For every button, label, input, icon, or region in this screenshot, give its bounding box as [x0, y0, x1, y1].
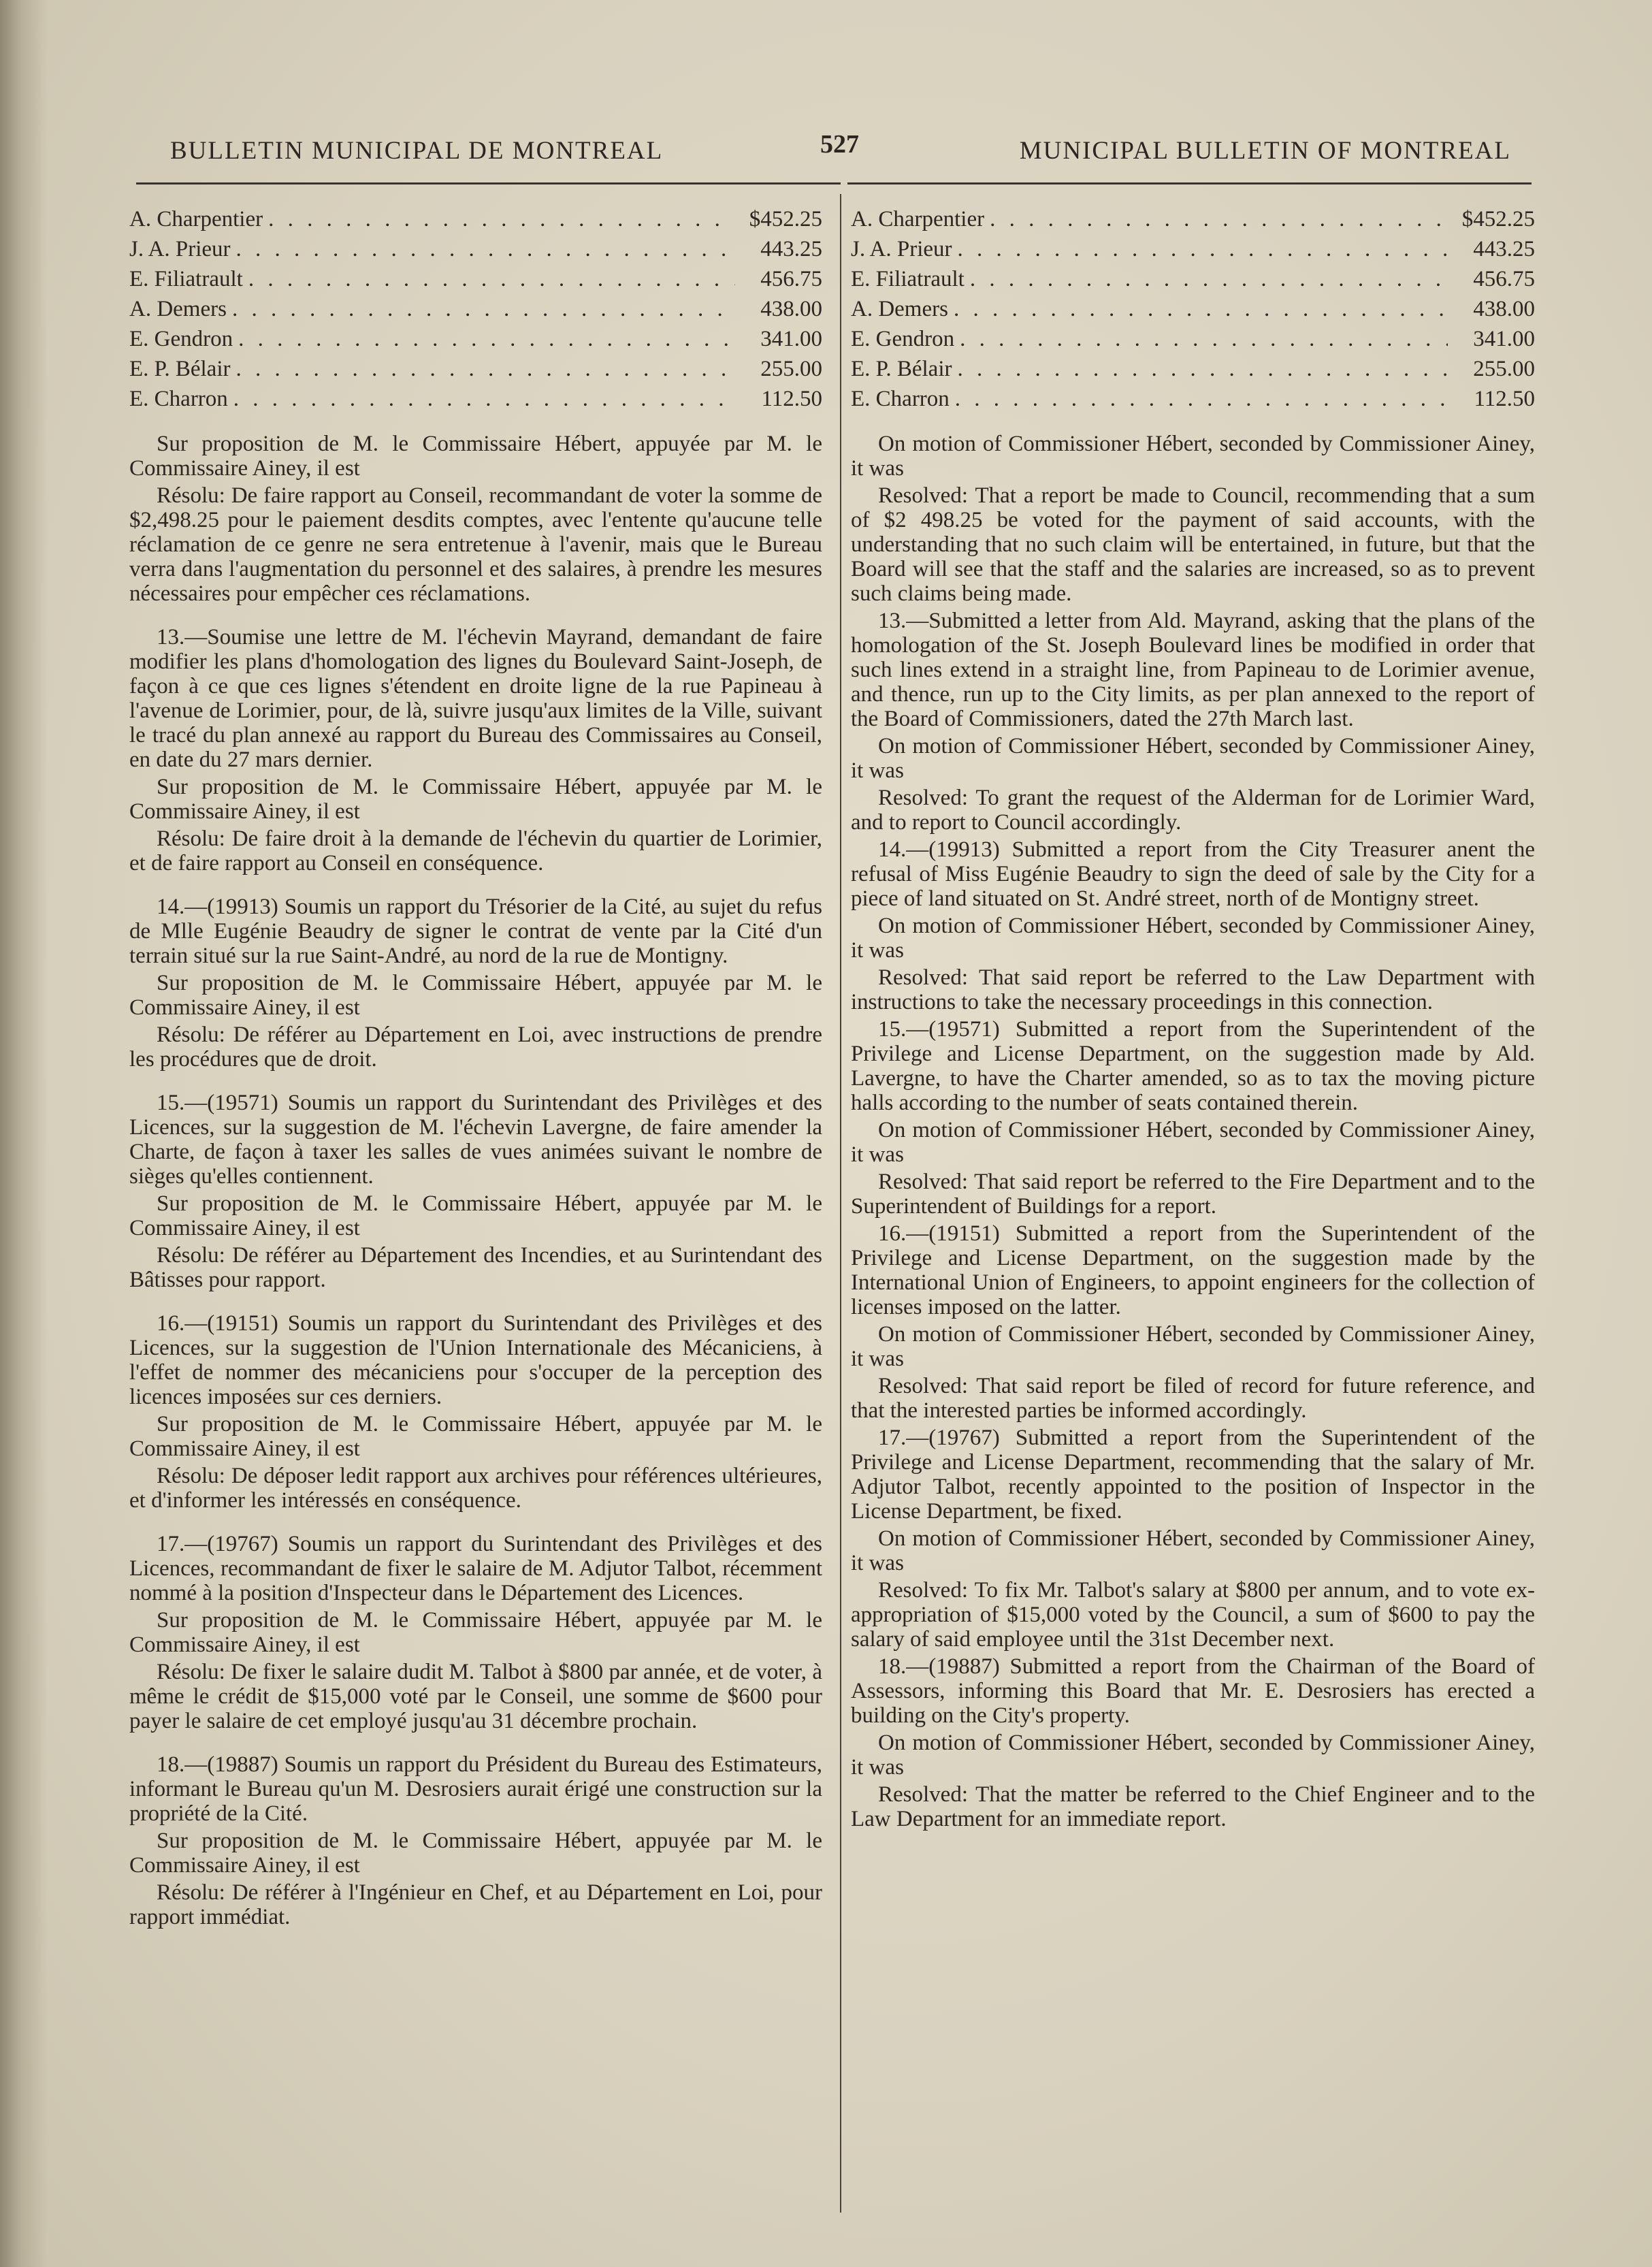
account-name: A. Charpentier — [851, 207, 985, 231]
account-amount: 438.00 — [760, 297, 822, 321]
dot-leader — [268, 204, 735, 234]
paragraph-en: Resolved: To grant the request of the Alderman for de Lorimier Ward, and to report to Council accordingly. — [851, 786, 1535, 835]
paragraph-en: On motion of Commissioner Hébert, seconded by Commissioner Ainey, it was — [851, 1526, 1535, 1575]
paragraph-fr: Sur proposition de M. le Commissaire Hébert, appuyée par M. le Commissaire Ainey, il est — [129, 775, 822, 824]
paragraph-fr: 13.—Soumise une lettre de M. l'échevin Mayrand, demandant de faire modifier les plans d'homologation des lignes du Boulevard Saint-Joseph, de façon à ce que ces lignes s'étendent en droite ligne de la rue Papineau à l'avenue de Lorimier, pour, de là, suivre jusqu'aux limites de la Ville, suivant le tracé du plan annexé au rapport du Bureau des Commissaires au Conseil, en date du 27 mars dernier. — [129, 625, 822, 772]
account-amount: 456.75 — [760, 267, 822, 291]
account-name: E. Gendron — [129, 327, 233, 351]
paragraphs-en — [851, 432, 1535, 1831]
dot-leader — [236, 354, 735, 384]
paragraph-en: 18.—(19887) Submitted a report from the Chairman of the Board of Assessors, informing this Board that Mr. E. Desrosiers has erected a building on the City's property. — [851, 1654, 1535, 1728]
paragraph-en: 17.—(19767) Submitted a report from the Superintendent of the Privilege and License Department, recommending that the salary of Mr. Adjutor Talbot, recently appointed to the position of Inspector in the License Department, be fixed. — [851, 1426, 1535, 1524]
paragraph-fr: Résolu: De faire rapport au Conseil, recommandant de voter la somme de $2,498.25 pour le paiement desdits comptes, avec l'entente qu'aucune telle réclamation de ce genre ne sera entretenue à l'avenir, mais que le Bureau verra dans l'augmentation du personnel et des salaires, à prendre les mesures nécessaires pour empêcher ces réclamations. — [129, 483, 822, 606]
account-name: E. Charron — [129, 387, 228, 411]
paragraph-en: 16.—(19151) Submitted a report from the Superintendent of the Privilege and License Department, on the suggestion made by the International Union of Engineers, to appoint engineers for the collection of licenses imposed on the latter. — [851, 1221, 1535, 1319]
paragraph-fr: Sur proposition de M. le Commissaire Hébert, appuyée par M. le Commissaire Ainey, il est — [129, 1829, 822, 1878]
paragraph-fr: Résolu: De faire droit à la demande de l'échevin du quartier de Lorimier, et de faire rapport au Conseil en conséquence. — [129, 826, 822, 875]
account-amount: 112.50 — [1474, 387, 1535, 411]
paragraph-fr: Résolu: De fixer le salaire dudit M. Talbot à $800 par année, et de voter, à même le crédit de $15,000 voté par le Conseil, une somme de $600 pour payer le salaire de cet employé jusqu'au 31 décembre prochain. — [129, 1660, 822, 1733]
dot-leader — [957, 354, 1448, 384]
paragraph-fr: Résolu: De référer au Département en Loi, avec instructions de prendre les procédures que de droit. — [129, 1023, 822, 1072]
account-row-fr — [129, 294, 822, 324]
account-row-en — [851, 324, 1535, 354]
paragraph-en: On motion of Commissioner Hébert, seconded by Commissioner Ainey, it was — [851, 734, 1535, 783]
account-amount: 255.00 — [760, 357, 822, 381]
account-name: A. Charpentier — [129, 207, 263, 231]
paragraph-fr: 14.—(19913) Soumis un rapport du Trésorier de la Cité, au sujet du refus de Mlle Eugénie Beaudry de signer le contrat de vente par la Cité d'un terrain situé sur la rue Saint-André, au nord de la rue de Montigny. — [129, 895, 822, 968]
account-amount: 255.00 — [1473, 357, 1535, 381]
account-amount: 438.00 — [1473, 297, 1535, 321]
paragraph-fr: Sur proposition de M. le Commissaire Hébert, appuyée par M. le Commissaire Ainey, il est — [129, 1412, 822, 1461]
account-amount: $452.25 — [1461, 207, 1535, 231]
account-name: E. Charron — [851, 387, 950, 411]
paragraph-fr: Sur proposition de M. le Commissaire Hébert, appuyée par M. le Commissaire Ainey, il est — [129, 1191, 822, 1240]
dot-leader — [233, 384, 735, 414]
paragraph-fr: Sur proposition de M. le Commissaire Hébert, appuyée par M. le Commissaire Ainey, il est — [129, 1608, 822, 1657]
account-amount: $452.25 — [749, 207, 822, 231]
paragraph-en: On motion of Commissioner Hébert, seconded by Commissioner Ainey, it was — [851, 1118, 1535, 1167]
account-row-en — [851, 294, 1535, 324]
paragraph-en: On motion of Commissioner Hébert, seconded by Commissioner Ainey, it was — [851, 1731, 1535, 1780]
account-amount: 341.00 — [1473, 327, 1535, 351]
account-name: J. A. Prieur — [851, 237, 952, 261]
account-row-fr — [129, 354, 822, 384]
paragraph-fr: Sur proposition de M. le Commissaire Hébert, appuyée par M. le Commissaire Ainey, il est — [129, 432, 822, 481]
account-name: A. Demers — [851, 297, 948, 321]
account-row-en — [851, 354, 1535, 384]
paragraphs-fr — [129, 432, 822, 1929]
binding-gutter-shadow — [0, 0, 48, 2267]
account-name: E. Gendron — [851, 327, 955, 351]
paragraph-en: Resolved: That said report be filed of record for future reference, and that the interested parties be informed accordingly. — [851, 1374, 1535, 1423]
page-header — [136, 129, 1518, 170]
dot-leader — [960, 324, 1448, 354]
dot-leader — [954, 294, 1448, 324]
account-row-en — [851, 264, 1535, 294]
paragraph-en: Resolved: That a report be made to Council, recommending that a sum of $2 498.25 be voted for the payment of said accounts, with the understanding that no such claim will be entertained, in future, but that the Board will see that the staff and the salaries are increased, so as to prevent such claims being made. — [851, 483, 1535, 606]
column-divider — [840, 194, 841, 2213]
dot-leader — [990, 204, 1448, 234]
french-column — [129, 204, 822, 1932]
account-name: E. P. Bélair — [129, 357, 231, 381]
account-amount: 443.25 — [1473, 237, 1535, 261]
account-name: E. Filiatrault — [129, 267, 243, 291]
page-number: 527 — [820, 130, 859, 159]
dot-leader — [248, 264, 735, 294]
account-name: E. P. Bélair — [851, 357, 952, 381]
paragraph-en: 13.—Submitted a letter from Ald. Mayrand, asking that the plans of the homologation of the St. Joseph Boulevard lines be modified in order that such lines extend in a straight line, from Papineau to de Lorimier avenue, and thence, run up to the City limits, as per plan annexed to the report of the Board of Commissioners, dated the 27th March last. — [851, 609, 1535, 731]
account-row-fr — [129, 384, 822, 414]
paragraph-fr: Résolu: De référer au Département des Incendies, et au Surintendant des Bâtisses pour rapport. — [129, 1243, 822, 1292]
paragraph-en: 14.—(19913) Submitted a report from the City Treasurer anent the refusal of Miss Eugénie Beaudry to sign the deed of sale by the City for a piece of land situated on St. André street, north of de Montigny street. — [851, 837, 1535, 911]
accounts-list-en — [851, 204, 1535, 414]
paragraph-fr: Sur proposition de M. le Commissaire Hébert, appuyée par M. le Commissaire Ainey, il est — [129, 971, 822, 1020]
dot-leader — [955, 384, 1448, 414]
account-amount: 112.50 — [761, 387, 822, 411]
account-name: J. A. Prieur — [129, 237, 231, 261]
dot-leader — [970, 264, 1448, 294]
paragraph-en: On motion of Commissioner Hébert, seconded by Commissioner Ainey, it was — [851, 914, 1535, 963]
account-row-fr — [129, 264, 822, 294]
dot-leader — [238, 324, 735, 354]
english-column — [851, 204, 1535, 1834]
account-name: A. Demers — [129, 297, 227, 321]
paragraph-fr: Résolu: De déposer ledit rapport aux archives pour références ultérieures, et d'informer les intéressés en conséquence. — [129, 1464, 822, 1513]
account-row-en — [851, 204, 1535, 234]
paragraph-en: Resolved: That said report be referred to the Law Department with instructions to take the necessary proceedings in this connection. — [851, 965, 1535, 1014]
account-amount: 443.25 — [760, 237, 822, 261]
paragraph-en: Resolved: That said report be referred to the Fire Department and to the Superintendent of Buildings for a report. — [851, 1170, 1535, 1219]
paragraph-fr: 17.—(19767) Soumis un rapport du Surintendant des Privilèges et des Licences, recommandant de fixer le salaire de M. Adjutor Talbot, récemment nommé à la position d'Inspecteur dans le Département des Licences. — [129, 1532, 822, 1605]
header-rule-left — [136, 182, 841, 184]
paragraph-en: On motion of Commissioner Hébert, seconded by Commissioner Ainey, it was — [851, 432, 1535, 481]
dot-leader — [958, 234, 1448, 264]
account-amount: 456.75 — [1473, 267, 1535, 291]
paragraph-en: Resolved: To fix Mr. Talbot's salary at $800 per annum, and to vote ex-appropriation of $15,000 voted by the Council, a sum of $600 to pay the salary of said employee until the 31st December next. — [851, 1578, 1535, 1652]
header-right-title: MUNICIPAL BULLETIN OF MONTREAL — [1019, 137, 1511, 165]
dot-leader — [232, 294, 735, 324]
account-row-fr — [129, 204, 822, 234]
account-row-en — [851, 234, 1535, 264]
account-row-fr — [129, 324, 822, 354]
account-row-fr — [129, 234, 822, 264]
header-left-title: BULLETIN MUNICIPAL DE MONTREAL — [170, 137, 664, 165]
paragraph-en: On motion of Commissioner Hébert, seconded by Commissioner Ainey, it was — [851, 1322, 1535, 1371]
accounts-list-fr — [129, 204, 822, 414]
account-amount: 341.00 — [760, 327, 822, 351]
account-row-en — [851, 384, 1535, 414]
paragraph-fr: 16.—(19151) Soumis un rapport du Surintendant des Privilèges et des Licences, sur la suggestion de l'Union Internationale des Mécaniciens, à l'effet de nommer des mécaniciens pour s'occuper de la perception des licences imposées sur ces derniers. — [129, 1311, 822, 1409]
paragraph-en: Resolved: That the matter be referred to the Chief Engineer and to the Law Department for an immediate report. — [851, 1782, 1535, 1831]
paragraph-fr: 15.—(19571) Soumis un rapport du Surintendant des Privilèges et des Licences, sur la suggestion de M. l'échevin Lavergne, de faire amender la Charte, de façon à taxer les salles de vues animées suivant le nombre de sièges qu'elles contiennent. — [129, 1091, 822, 1189]
paragraph-en: 15.—(19571) Submitted a report from the Superintendent of the Privilege and License Department, on the suggestion made by Ald. Lavergne, to have the Charter amended, so as to tax the moving picture halls according to the number of seats contained therein. — [851, 1017, 1535, 1115]
dot-leader — [236, 234, 736, 264]
paragraph-fr: Résolu: De référer à l'Ingénieur en Chef, et au Département en Loi, pour rapport immédiat. — [129, 1880, 822, 1929]
account-name: E. Filiatrault — [851, 267, 965, 291]
paragraph-fr: 18.—(19887) Soumis un rapport du Président du Bureau des Estimateurs, informant le Bureau qu'un M. Desrosiers aurait érigé une construction sur la propriété de la Cité. — [129, 1752, 822, 1826]
header-rule-right — [847, 182, 1532, 184]
